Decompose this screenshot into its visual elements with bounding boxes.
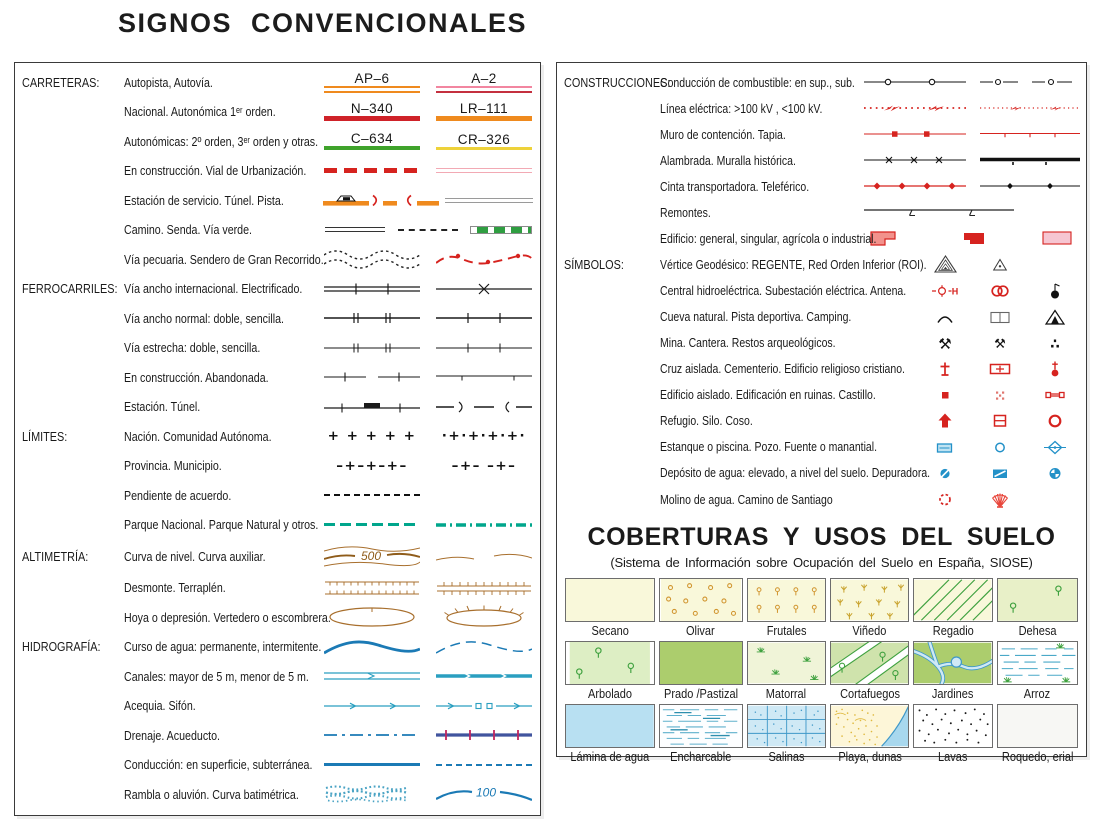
row-curva-nivel: ALTIMETRÍA: Curva de nivel. Curva auxiliar. 500 [22, 542, 534, 570]
drainage-icon [322, 727, 422, 743]
arroz-swatch [997, 641, 1078, 685]
retaining-wall-icon [864, 127, 966, 141]
geodesic-vertex-roi-icon [975, 254, 1025, 274]
row-refugio: Refugio. Silo. Coso. [564, 409, 1080, 433]
landcover-cell-jardines: Jardines [913, 641, 992, 701]
svg-text:H: H [951, 286, 959, 296]
row-acequia: Acequia. Sifón. [22, 694, 534, 718]
row-parques: Parque Nacional. Parque Natural y otros. [22, 513, 534, 537]
section-altimetria: ALTIMETRÍA: [22, 548, 89, 564]
row-via-pecuaria: Vía pecuaria. Sendero de Gran Recorrido. [22, 247, 534, 271]
via-verde-icon [468, 226, 534, 234]
building-industrial-icon [1036, 227, 1080, 249]
landcover-cell-arroz: Arroz [997, 641, 1078, 701]
row-combustible: CONSTRUCCIONES: Conducción de combustible: en sup., sub. [564, 70, 1080, 94]
powerline-high-icon [864, 100, 966, 116]
landcover-cell-salinas: Salinas [747, 704, 826, 764]
landcover-title: COBERTURAS Y USOS DEL SUELO [587, 523, 1056, 551]
quarry-icon [975, 333, 1025, 353]
camino-icon [322, 227, 388, 232]
row-vertice-geodesico: SÍMBOLOS: Vértice Geodésico: REGENTE, Red Orden Inferior (ROI). [564, 252, 1080, 276]
canal-minor-icon [434, 668, 534, 684]
row-linea-electrica: Línea eléctrica: >100 kV , <100 kV. [564, 96, 1080, 120]
powerline-low-icon [980, 100, 1080, 116]
landcover-cell-regadio: Regadio [913, 578, 992, 638]
service-station-tunnel-icon [322, 191, 440, 209]
row-central-hidro: Central hidroeléctrica. Subestación eléctrica. Antena. H [564, 279, 1080, 303]
tapia-wall-icon [980, 127, 1080, 141]
section-carreteras: CARRETERAS: [22, 74, 100, 90]
row-fc-estacion-tunel: Estación. Túnel. [22, 395, 534, 419]
row-nacional: Nacional. Autonómica 1ᵉʳ orden. N–340 LR–111 [22, 100, 534, 124]
landcover-cell-frutales: Frutales [747, 578, 826, 638]
cave-icon [920, 308, 970, 326]
narrow-rail-single-icon [434, 341, 534, 355]
landcover-section [557, 513, 1086, 764]
conveyor-belt-icon [864, 179, 966, 193]
playa-dunas-swatch [830, 704, 909, 748]
row-conduccion: Conducción: en superficie, subterránea. [22, 753, 534, 777]
row-cruz: Cruz aislada. Cementerio. Edificio religioso cristiano. [564, 357, 1080, 381]
building-singular-icon [952, 227, 992, 249]
siphon-icon [434, 698, 534, 714]
row-autonomicas: Autonómicas: 2º orden, 3ᵉʳ orden y otras. C–634 CR–326 [22, 129, 534, 153]
olivar-swatch [659, 578, 743, 622]
row-estacion-servicio: Estación de servicio. Túnel. Pista. [22, 188, 534, 212]
archaeological-site-icon [1030, 333, 1080, 353]
depression-icon [322, 605, 422, 629]
row-deposito: Depósito de agua: elevado, a nivel del suelo. Depuradora. [564, 461, 1080, 485]
narrow-rail-double-icon [322, 341, 422, 355]
silo-icon [975, 411, 1025, 430]
landcover-cell-prado: Prado /Pastizal [659, 641, 743, 701]
national-park-icon [322, 523, 422, 527]
landcover-cell-roquedo: Roquedo, erial [997, 704, 1078, 764]
autonomous-community-boundary-icon: ·+·+·+·+· [441, 428, 527, 444]
auxiliary-contour-icon [434, 542, 534, 570]
row-estanque: Estanque o piscina. Pozo. Fuente o manantial. [564, 435, 1080, 459]
row-camino-senda: Camino. Senda. Vía verde. [22, 218, 534, 242]
urbanization-road-icon [434, 168, 534, 173]
motorway-a2-icon: A–2 [434, 72, 534, 93]
row-pendiente: Pendiente de acuerdo. [22, 483, 534, 507]
spring-icon [1030, 438, 1080, 456]
page-title: SIGNOS CONVENCIONALES [118, 8, 528, 38]
regional-2nd-road-icon: C–634 [322, 132, 422, 150]
isolated-building-icon [920, 386, 970, 404]
castle-icon [1030, 386, 1080, 404]
landcover-cell-secano: Secano [565, 578, 655, 638]
svg-text:⚒: ⚒ [938, 334, 952, 353]
row-muro: Muro de contención. Tapia. [564, 122, 1080, 146]
landcover-cell-vinedo: Viñedo [830, 578, 909, 638]
historic-wall-icon [980, 153, 1080, 167]
row-via-ancho-normal: Vía ancho normal: doble, sencilla. [22, 306, 534, 330]
motorway-ap6-icon: AP–6 [322, 72, 422, 93]
surface-pipe-icon [322, 763, 422, 766]
regional-1st-road-icon: LR–111 [434, 102, 534, 121]
svg-text:500: 500 [360, 549, 382, 563]
refuge-icon [920, 411, 970, 430]
geodesic-vertex-regente-icon [920, 254, 970, 274]
aqueduct-icon [434, 727, 534, 743]
landcover-cell-encharcable: Encharcable [659, 704, 743, 764]
row-limite-nacion: LÍMITES: Nación. Comunidad Autónoma. + + + + + ·+·+·+·+· [22, 424, 534, 448]
substation-icon [975, 281, 1025, 301]
embankment-icon [434, 578, 534, 598]
rail-abandoned-icon [434, 370, 534, 384]
svg-text:100: 100 [475, 785, 497, 800]
intermittent-stream-icon [434, 636, 534, 658]
bathymetric-curve-icon [434, 783, 534, 805]
row-canales: Canales: mayor de 5 m, menor de 5 m. [22, 664, 534, 688]
section-construcciones: CONSTRUCCIONES: [564, 74, 671, 90]
antenna-icon [1030, 281, 1080, 301]
row-drenaje: Drenaje. Acueducto. [22, 723, 534, 747]
row-limite-provincia: Provincia. Municipio. –+–+–+– –+– –+– [22, 454, 534, 478]
svg-text:⚒: ⚒ [994, 336, 1006, 352]
senda-icon [395, 229, 461, 231]
hydro-plant-icon [920, 281, 970, 301]
section-simbolos: SÍMBOLOS: [564, 256, 624, 272]
ground-tank-icon [975, 464, 1025, 482]
dehesa-swatch [997, 578, 1078, 622]
arbolado-swatch [565, 641, 655, 685]
row-mina: Mina. Cantera. Restos arqueológicos. ⚒ ⚒ ∴ [564, 331, 1080, 355]
lavas-swatch [913, 704, 992, 748]
rail-single-icon [434, 311, 534, 325]
row-desmonte: Desmonte. Terraplén. [22, 576, 534, 600]
landcover-cell-dehesa: Dehesa [997, 578, 1078, 638]
fuel-pipe-underground-icon [980, 74, 1080, 90]
prado-swatch [659, 641, 743, 685]
pending-boundary-icon [322, 494, 422, 496]
landcover-cell-olivar: Olivar [659, 578, 743, 638]
road-under-construction-icon [322, 168, 422, 173]
landcover-cell-arbolado: Arbolado [565, 641, 655, 701]
row-edificio-aislado: Edificio aislado. Edificación en ruinas. Castillo. [564, 383, 1080, 407]
province-boundary-icon: –+–+–+– [336, 457, 408, 474]
lamina-agua-swatch [565, 704, 655, 748]
landcover-cell-lamina: Lámina de agua [565, 704, 655, 764]
jardines-swatch [913, 641, 992, 685]
section-ferrocarriles: FERROCARRILES: [22, 281, 118, 296]
camping-icon [1030, 308, 1080, 326]
rail-under-construction-icon [322, 370, 422, 384]
contour-line-icon [322, 542, 422, 570]
rail-double-icon [322, 311, 422, 325]
regional-3rd-road-icon: CR–326 [434, 133, 534, 150]
row-alambrada: Alambrada. Muralla histórica. [564, 148, 1080, 172]
underground-pipe-icon [434, 764, 534, 766]
landcover-grid [565, 578, 1078, 764]
isolated-cross-icon [920, 359, 970, 378]
municipality-boundary-icon: –+– –+– [451, 457, 517, 474]
row-cinta: Cinta transportadora. Teleférico. [564, 174, 1080, 198]
cutting-icon [322, 578, 422, 598]
section-hidrografia: HIDROGRAFÍA: [22, 639, 101, 654]
treatment-plant-icon [1030, 464, 1080, 482]
regadio-swatch [913, 578, 992, 622]
row-cueva: Cueva natural. Pista deportiva. Camping. [564, 305, 1080, 329]
natural-park-icon [434, 521, 534, 529]
secano-swatch [565, 578, 655, 622]
irrigation-ditch-icon [322, 698, 422, 714]
well-icon [975, 438, 1025, 456]
matorral-swatch [747, 641, 826, 685]
canal-major-icon [322, 668, 422, 684]
dump-site-icon [434, 605, 534, 629]
fuel-pipe-surface-icon [864, 74, 966, 90]
row-remontes: Remontes. [564, 200, 1080, 224]
row-via-estrecha: Vía estrecha: doble, sencilla. [22, 336, 534, 360]
via-pecuaria-icon [322, 247, 422, 271]
pond-pool-icon [920, 438, 970, 456]
permanent-stream-icon [322, 636, 422, 658]
row-autopista: CARRETERAS: Autopista, Autovía. AP–6 A–2 [22, 70, 534, 94]
wire-fence-icon [864, 153, 966, 167]
right-legend-panel [556, 62, 1087, 764]
row-en-construccion-vial: En construcción. Vial de Urbanización. [22, 159, 534, 183]
svg-text:∴: ∴ [1050, 336, 1060, 353]
rail-tunnel-icon [434, 400, 534, 414]
rail-electrified-icon [434, 282, 534, 296]
cemetery-icon [975, 359, 1025, 378]
left-legend-panel [14, 62, 541, 816]
vinedo-swatch [830, 578, 909, 622]
row-edificio: Edificio: general, singular, agrícola o industrial. [564, 226, 1080, 250]
landcover-cell-lavas: Lavas [913, 704, 992, 764]
landcover-cell-cortafuegos: Cortafuegos [830, 641, 909, 701]
landcover-cell-playa: Playa, dunas [830, 704, 909, 764]
cable-car-icon [980, 179, 1080, 193]
landcover-subtitle: (Sistema de Información sobre Ocupación del Suelo en España, SIOSE) [610, 555, 1033, 570]
row-hoya: Hoya o depresión. Vertedero o escombrera. [22, 605, 534, 629]
cortafuegos-swatch [830, 641, 909, 685]
national-boundary-icon: + + + + + [327, 428, 417, 444]
sendero-gr-icon [434, 247, 534, 271]
frutales-swatch [747, 578, 826, 622]
row-rambla: Rambla o aluvión. Curva batimétrica. 100 [22, 782, 534, 806]
wadi-alluvium-icon [322, 783, 422, 805]
bullring-icon [1030, 411, 1080, 430]
track-pista-icon [444, 198, 534, 203]
sports-field-icon [975, 308, 1025, 326]
christian-building-icon [1030, 359, 1080, 378]
national-road-icon: N–340 [322, 102, 422, 121]
water-mill-icon [920, 490, 970, 509]
row-curso-agua: HIDROGRAFÍA: Curso de agua: permanente, intermitente. [22, 635, 534, 659]
row-ferrocarril-internacional: FERROCARRILES: Vía ancho internacional. Electrificado. [22, 277, 534, 301]
section-limites: LÍMITES: [22, 428, 68, 444]
landcover-cell-matorral: Matorral [747, 641, 826, 701]
ruins-icon [975, 386, 1025, 404]
mine-icon [920, 333, 970, 353]
roquedo-swatch [997, 704, 1078, 748]
row-molino: Molino de agua. Camino de Santiago [564, 487, 1080, 511]
row-fc-construccion: En construcción. Abandonada. [22, 365, 534, 389]
salinas-swatch [747, 704, 826, 748]
rail-station-icon [322, 400, 422, 414]
ski-lift-icon [864, 205, 1014, 219]
rail-international-icon [322, 282, 422, 296]
encharcable-swatch [659, 704, 743, 748]
camino-santiago-shell-icon [975, 490, 1025, 509]
